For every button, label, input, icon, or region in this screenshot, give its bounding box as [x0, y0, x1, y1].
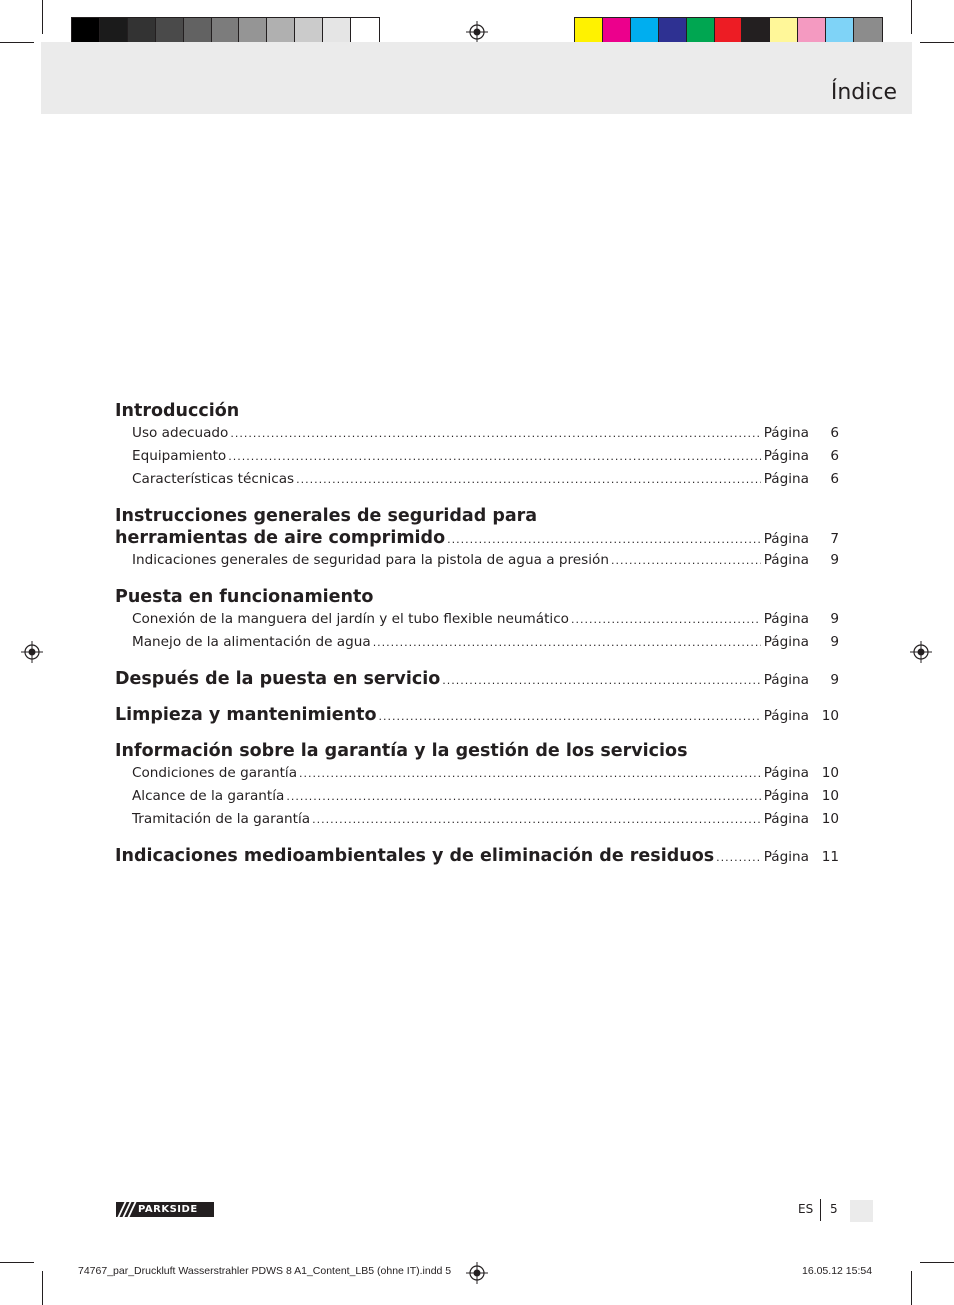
- color-swatch: [742, 18, 770, 45]
- leader-dots: [228, 446, 761, 468]
- color-swatch: [351, 18, 379, 45]
- toc-entry[interactable]: [115, 808, 839, 831]
- leader-dots: [296, 469, 761, 491]
- crop-mark: [920, 1262, 954, 1263]
- parkside-stripes-icon: [116, 1202, 138, 1217]
- color-swatch: [770, 18, 798, 45]
- toc-section-instrucciones: [115, 505, 839, 572]
- toc-heading: Indicaciones medioambientales y de eliminación de residuos: [115, 846, 715, 866]
- page-number: 6: [830, 425, 839, 441]
- language-code: ES: [798, 1202, 814, 1216]
- toc-entry-label: Equipamiento: [132, 448, 227, 464]
- leader-dots: [447, 533, 761, 546]
- toc-heading: Introducción: [115, 401, 240, 421]
- crop-mark: [911, 0, 912, 34]
- page-number: 9: [830, 611, 839, 627]
- page-number: 6: [830, 448, 839, 464]
- color-swatch: [798, 18, 826, 45]
- toc-section-limpieza: [115, 704, 839, 726]
- color-swatch: [631, 18, 659, 45]
- leader-dots: [442, 674, 760, 687]
- toc-section-medioambientales: [115, 845, 839, 867]
- crop-mark: [42, 1271, 43, 1305]
- registration-mark-icon: [466, 21, 488, 43]
- toc-entry[interactable]: [115, 549, 839, 572]
- leader-dots: [373, 632, 761, 654]
- parkside-logo: [116, 1202, 214, 1217]
- color-swatch: [575, 18, 603, 45]
- color-swatch: [128, 18, 156, 45]
- toc-entry[interactable]: [115, 608, 839, 631]
- leader-dots: [230, 423, 760, 445]
- toc-entry-label: Condiciones de garantía: [132, 765, 298, 781]
- page-word: Página: [763, 611, 809, 627]
- crop-mark: [920, 42, 954, 43]
- toc-heading: Instrucciones generales de seguridad para: [115, 506, 538, 526]
- toc-heading: Limpieza y mantenimiento: [115, 705, 377, 725]
- page-tab-box: [850, 1200, 873, 1222]
- page-word: Página: [763, 672, 809, 688]
- leader-dots: [286, 786, 760, 808]
- color-swatch: [184, 18, 212, 45]
- toc-heading-row[interactable]: [115, 704, 839, 726]
- color-swatch: [239, 18, 267, 45]
- color-swatch: [267, 18, 295, 45]
- toc-heading-row[interactable]: [115, 668, 839, 690]
- color-swatch: [156, 18, 184, 45]
- page-word: Página: [763, 634, 809, 650]
- color-swatch: [826, 18, 854, 45]
- page-number: 10: [821, 788, 839, 804]
- leader-dots: [299, 763, 761, 785]
- toc-entry-label: Características técnicas: [132, 471, 295, 487]
- page-word: Página: [763, 849, 809, 865]
- toc-entry[interactable]: [115, 631, 839, 654]
- toc-entry-label: Indicaciones generales de seguridad para la pistola de agua a presión: [132, 552, 609, 568]
- toc-entry-label: Alcance de la garantía: [132, 788, 285, 804]
- page-word: Página: [763, 471, 809, 487]
- toc-entry-label: Manejo de la alimentación de agua: [132, 634, 371, 650]
- toc-heading: Información sobre la garantía y la gestión de los servicios: [115, 741, 688, 761]
- leader-dots: [716, 851, 761, 864]
- page-number: 9: [830, 672, 839, 688]
- color-swatch: [603, 18, 631, 45]
- toc-section-puesta: [115, 586, 839, 654]
- footer-divider: [820, 1199, 821, 1221]
- color-swatch: [212, 18, 240, 45]
- page-word: Página: [763, 448, 809, 464]
- page-number: 10: [821, 765, 839, 781]
- page-word: Página: [763, 765, 809, 781]
- color-swatch: [715, 18, 743, 45]
- toc-heading-row[interactable]: [115, 845, 839, 867]
- table-of-contents: [115, 400, 839, 881]
- color-swatch: [687, 18, 715, 45]
- leader-dots: [571, 609, 761, 631]
- toc-section-garantia: [115, 740, 839, 831]
- page-title: Índice: [830, 80, 897, 105]
- page-number: 9: [830, 552, 839, 568]
- toc-entry[interactable]: [115, 468, 839, 491]
- color-swatch: [854, 18, 882, 45]
- page-word: Página: [763, 425, 809, 441]
- toc-entry-label: Tramitación de la garantía: [132, 811, 311, 827]
- crop-mark: [911, 1271, 912, 1305]
- toc-entry-label: Uso adecuado: [132, 425, 229, 441]
- leader-dots: [611, 550, 761, 572]
- color-swatch: [659, 18, 687, 45]
- crop-mark: [0, 42, 34, 43]
- color-swatch: [72, 18, 100, 45]
- toc-entry[interactable]: [115, 762, 839, 785]
- page-number: 6: [830, 471, 839, 487]
- toc-heading-row[interactable]: [115, 527, 839, 549]
- crop-mark: [42, 0, 43, 34]
- registration-mark-icon: [466, 1262, 488, 1284]
- file-slug: 74767_par_Druckluft Wasserstrahler PDWS 8 A1_Content_LB5 (ohne IT).indd 5: [78, 1265, 452, 1277]
- toc-entry[interactable]: [115, 422, 839, 445]
- page-number: 10: [821, 708, 839, 724]
- page-number: 11: [821, 849, 839, 865]
- registration-mark-icon: [910, 641, 932, 663]
- toc-entry[interactable]: [115, 445, 839, 468]
- leader-dots: [379, 710, 761, 723]
- page-word: Página: [763, 708, 809, 724]
- toc-section-despues: [115, 668, 839, 690]
- toc-section-introduccion: [115, 400, 839, 491]
- page-number-footer: 5: [830, 1202, 838, 1216]
- date-slug: 16.05.12 15:54: [802, 1265, 873, 1277]
- color-swatch: [295, 18, 323, 45]
- toc-heading: herramientas de aire comprimido: [115, 528, 446, 548]
- header-band: [41, 42, 912, 114]
- crop-mark: [0, 1262, 34, 1263]
- page-number: 9: [830, 634, 839, 650]
- toc-heading: Puesta en funcionamiento: [115, 587, 374, 607]
- logo-text: PARKSIDE: [138, 1204, 198, 1215]
- color-swatch: [323, 18, 351, 45]
- page-word: Página: [763, 788, 809, 804]
- page-word: Página: [763, 552, 809, 568]
- page-word: Página: [763, 811, 809, 827]
- page-word: Página: [763, 531, 809, 547]
- registration-mark-icon: [21, 641, 43, 663]
- toc-entry-label: Conexión de la manguera del jardín y el tubo flexible neumático: [132, 611, 569, 627]
- toc-heading: Después de la puesta en servicio: [115, 669, 441, 689]
- toc-entry[interactable]: [115, 785, 839, 808]
- leader-dots: [312, 809, 761, 831]
- page-number: 7: [830, 531, 839, 547]
- page-number: 10: [821, 811, 839, 827]
- color-swatch: [100, 18, 128, 45]
